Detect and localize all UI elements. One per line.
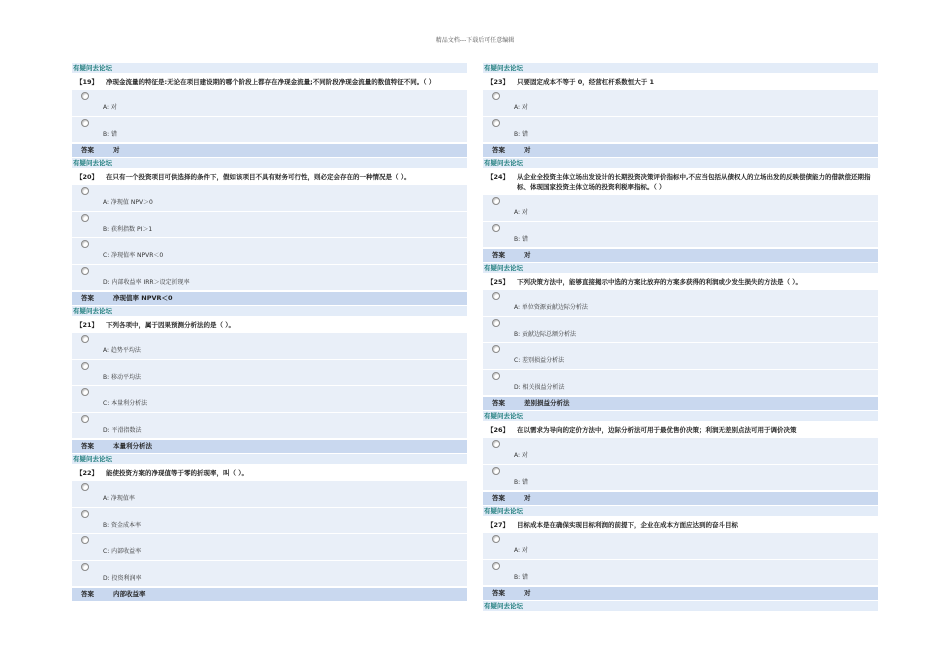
option-label: B: 错 [514, 235, 529, 243]
option-label: A: 趋势平均法 [103, 347, 141, 354]
forum-link[interactable]: 有疑问去论坛 [483, 158, 878, 168]
option-label: D: 平滑指数法 [103, 426, 142, 434]
answer-label: 答案 [492, 146, 505, 154]
question-row [72, 73, 467, 90]
answer-row [483, 491, 878, 506]
radio-button[interactable] [492, 467, 500, 475]
question-row [483, 516, 878, 533]
radio-button[interactable] [81, 536, 89, 544]
option-label: C: 本量利分析法 [103, 400, 148, 407]
answer-option[interactable] [72, 561, 467, 588]
radio-button[interactable] [81, 335, 89, 343]
forum-link[interactable]: 有疑问去论坛 [72, 454, 467, 464]
option-label: C: 净现值率 NPVR＜0 [103, 252, 164, 259]
question-text: 下列各项中，属于因果预测分析法的是（ ）。 [106, 321, 236, 329]
question-text: 在以需求为导向的定价方法中，边际分析法可用于最优售价决策；利润无差别点法可用于调价决策 [517, 426, 797, 434]
question-text: 净现金流量的特征是:无论在项目建设期的哪个阶段上都存在净现金流量;不同阶段净现金流量的数值特征不同。（ ） [106, 78, 436, 86]
answer-row [72, 291, 467, 306]
radio-button[interactable] [81, 267, 89, 275]
question-number: 【25】 [487, 278, 510, 286]
answer-label: 答案 [81, 146, 94, 154]
radio-button[interactable] [492, 440, 500, 448]
answer-value: 对 [524, 146, 531, 154]
question-row [483, 168, 878, 195]
answer-label: 答案 [492, 589, 505, 597]
left-question-column [72, 63, 467, 602]
answer-label: 答案 [81, 590, 94, 598]
answer-option[interactable] [72, 508, 467, 535]
answer-option[interactable] [72, 360, 467, 387]
answer-row [483, 248, 878, 263]
option-label: A: 对 [514, 209, 528, 216]
answer-row [72, 587, 467, 602]
radio-button[interactable] [492, 92, 500, 100]
answer-row [72, 143, 467, 158]
answer-option[interactable] [72, 238, 467, 265]
answer-value: 差别损益分析法 [524, 399, 570, 407]
question-row [483, 273, 878, 290]
answer-value: 内部收益率 [113, 590, 146, 598]
answer-option[interactable] [483, 343, 878, 370]
answer-label: 答案 [81, 294, 94, 302]
radio-button[interactable] [492, 224, 500, 232]
option-label: A: 对 [514, 104, 528, 111]
question-number: 【27】 [487, 521, 510, 529]
radio-button[interactable] [492, 345, 500, 353]
forum-link[interactable]: 有疑问去论坛 [483, 63, 878, 73]
forum-link[interactable]: 有疑问去论坛 [483, 263, 878, 273]
answer-option[interactable] [72, 90, 467, 117]
forum-link[interactable]: 有疑问去论坛 [72, 306, 467, 316]
answer-row [483, 396, 878, 411]
forum-link[interactable]: 有疑问去论坛 [483, 601, 878, 611]
radio-button[interactable] [81, 510, 89, 518]
radio-button[interactable] [492, 372, 500, 380]
option-label: A: 净现值 NPV＞0 [103, 199, 153, 206]
radio-button[interactable] [492, 535, 500, 543]
option-label: A: 单位资源贡献边际分析法 [514, 304, 588, 311]
answer-option[interactable] [483, 438, 878, 465]
question-text: 能使投资方案的净现值等于零的折现率，叫（ ）。 [106, 469, 249, 477]
forum-link[interactable]: 有疑问去论坛 [72, 158, 467, 168]
question-row [72, 168, 467, 185]
radio-button[interactable] [81, 214, 89, 222]
answer-value: 对 [524, 589, 531, 597]
answer-label: 答案 [492, 494, 505, 502]
option-label: B: 资金成本率 [103, 521, 142, 529]
option-label: D: 内部收益率 IRR＞设定折现率 [103, 278, 190, 286]
option-label: B: 错 [103, 130, 118, 138]
question-row [483, 73, 878, 90]
answer-row [483, 586, 878, 601]
answer-value: 本量利分析法 [113, 442, 152, 450]
answer-option[interactable] [483, 222, 878, 249]
answer-option[interactable] [483, 465, 878, 492]
radio-button[interactable] [81, 483, 89, 491]
answer-value: 净现值率 NPVR＜0 [113, 294, 173, 302]
radio-button[interactable] [492, 562, 500, 570]
answer-option[interactable] [483, 117, 878, 144]
right-question-column [483, 63, 878, 611]
radio-button[interactable] [81, 92, 89, 100]
question-row [72, 316, 467, 333]
answer-option[interactable] [483, 90, 878, 117]
answer-label: 答案 [492, 251, 505, 259]
answer-value: 对 [524, 494, 531, 502]
answer-label: 答案 [492, 399, 505, 407]
answer-value: 对 [524, 251, 531, 259]
answer-option[interactable] [72, 386, 467, 413]
answer-option[interactable] [483, 290, 878, 317]
question-row [483, 421, 878, 438]
radio-button[interactable] [492, 197, 500, 205]
option-label: A: 对 [514, 452, 528, 459]
option-label: C: 差别损益分析法 [514, 357, 565, 364]
answer-row [72, 439, 467, 454]
radio-button[interactable] [81, 388, 89, 396]
option-label: B: 错 [514, 573, 529, 581]
radio-button[interactable] [81, 362, 89, 370]
radio-button[interactable] [81, 415, 89, 423]
option-label: B: 贡献边际总额分析法 [514, 330, 577, 338]
question-number: 【26】 [487, 426, 510, 434]
option-label: D: 相关损益分析法 [514, 383, 565, 391]
option-label: C: 内部收益率 [103, 548, 142, 555]
answer-option[interactable] [483, 560, 878, 587]
answer-option[interactable] [72, 413, 467, 440]
radio-button[interactable] [492, 319, 500, 327]
forum-link[interactable]: 有疑问去论坛 [483, 411, 878, 421]
radio-button[interactable] [81, 563, 89, 571]
answer-option[interactable] [483, 370, 878, 397]
answer-option[interactable] [483, 195, 878, 222]
answer-value: 对 [113, 146, 120, 154]
answer-label: 答案 [81, 442, 94, 450]
forum-link[interactable]: 有疑问去论坛 [483, 506, 878, 516]
question-text: 目标成本是在确保实现目标利润的前提下，企业在成本方面应达到的奋斗目标 [517, 521, 738, 529]
radio-button[interactable] [81, 119, 89, 127]
option-label: A: 对 [103, 104, 117, 111]
question-number: 【20】 [76, 173, 99, 181]
radio-button[interactable] [492, 292, 500, 300]
answer-option[interactable] [483, 533, 878, 560]
radio-button[interactable] [81, 187, 89, 195]
option-label: D: 投资利润率 [103, 574, 142, 582]
question-number: 【19】 [76, 78, 99, 86]
answer-row [483, 143, 878, 158]
question-number: 【22】 [76, 469, 99, 477]
radio-button[interactable] [492, 119, 500, 127]
question-text: 从企业全投资主体立场出发设计的长期投资决策评价指标中,不应当包括从债权人的立场出发的反映偿债能力的借款偿还期指标、体现国家投资主体立场的投资利税率指标。（ ） [517, 173, 871, 191]
answer-option[interactable] [72, 481, 467, 508]
answer-option[interactable] [72, 265, 467, 292]
forum-link[interactable]: 有疑问去论坛 [72, 63, 467, 73]
option-label: B: 错 [514, 130, 529, 138]
option-label: B: 获利指数 PI＞1 [103, 225, 153, 233]
question-text: 下列决策方法中，能够直接揭示中选的方案比放弃的方案多获得的利润或少发生损失的方法是（ ）。 [517, 278, 803, 286]
answer-option[interactable] [72, 117, 467, 144]
answer-option[interactable] [72, 534, 467, 561]
answer-option[interactable] [483, 317, 878, 344]
question-number: 【24】 [487, 173, 510, 181]
radio-button[interactable] [81, 240, 89, 248]
option-label: B: 移动平均法 [103, 373, 142, 381]
option-label: A: 净现值率 [103, 495, 135, 502]
question-number: 【23】 [487, 78, 510, 86]
question-text: 只要固定成本不等于 0，经营杠杆系数恒大于 1 [517, 78, 655, 86]
answer-option[interactable] [72, 185, 467, 212]
option-label: B: 错 [514, 478, 529, 486]
question-row [72, 464, 467, 481]
answer-option[interactable] [72, 333, 467, 360]
answer-option[interactable] [72, 212, 467, 239]
page-header: 精品文档---下载后可任意编辑 [435, 37, 515, 44]
question-number: 【21】 [76, 321, 99, 329]
question-text: 在只有一个投资项目可供选择的条件下，假如该项目不具有财务可行性，则必定会存在的一种情况是（ ）。 [106, 173, 411, 181]
option-label: A: 对 [514, 547, 528, 554]
